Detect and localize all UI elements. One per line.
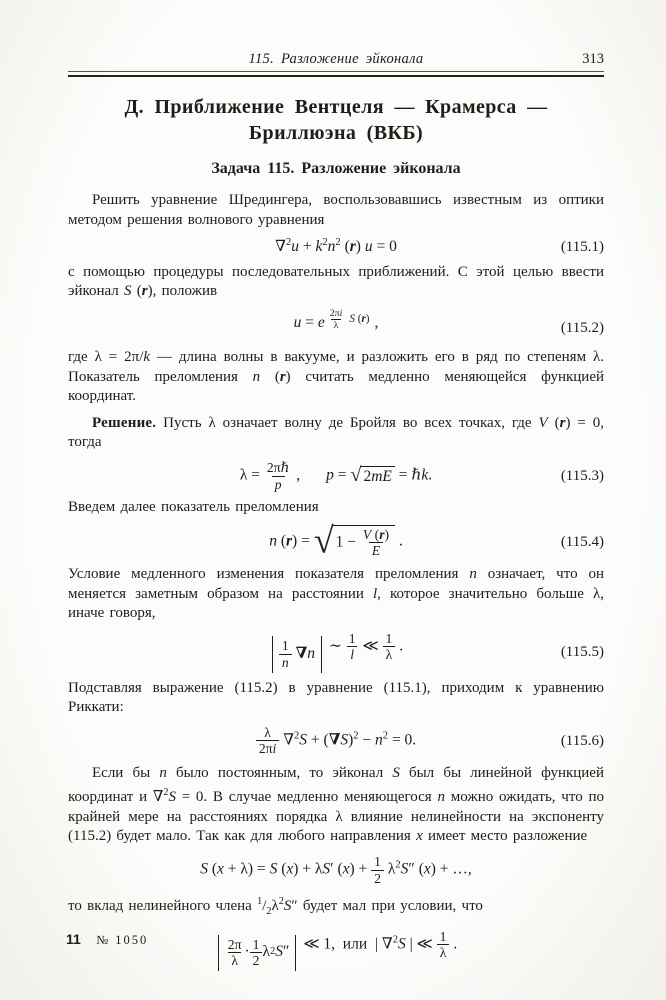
equation-formula: S (x + λ) = S (x) + λS′ (x) + $\frac{1}{2}$ $\lambda^2S''$ (x) + …,	[200, 853, 472, 886]
equation-115-6	[68, 725, 604, 757]
equation-formula: $\frac{2\pi}{\lambda}$ · $\frac{1}{2}$ λ 2 S ″ ≪ 1, или | ∇$^2$S | ≪ $\frac{1}{\lambda}$ .	[215, 929, 457, 971]
equation-formula: n (r) = √ 1 − $\frac{V (r)}{E}$ .	[269, 520, 403, 561]
equation-number: (115.1)	[560, 238, 604, 255]
print-order-number: № 1050	[96, 933, 149, 947]
chapter-title-line1: Д. Приближение Вентцеля — Крамерса —	[124, 96, 548, 118]
signature-mark: 11	[66, 931, 81, 947]
paragraph-problem-2: с помощью процедуры последовательных приближений. С этой целью ввести эйконал S (r), положив	[68, 263, 604, 300]
equation-115-5	[68, 631, 604, 673]
paragraph-problem-3: где λ = 2π/k — длина волны в вакууме, и разложить его в ряд по степеням λ. Показатель преломления n (r) считать медленно меняющейся функцией координат.	[68, 349, 604, 405]
header-rule	[68, 71, 604, 77]
equation-115-2	[68, 308, 604, 343]
equation-smallness-condition	[68, 929, 604, 971]
task-title: Задача 115. Разложение эйконала	[211, 160, 461, 177]
running-head: 115. Разложение эйконала	[248, 51, 424, 67]
paragraph-linearity: Если бы n было постоянным, то эйконал S был бы линейной функцией координат и ∇$^2$S = 0. В случае медленно меняющегося n можно ожидать, что по крайней мере на расстояниях порядка λ влияние нелинейности на экспоненту (115.2) будет мало. Так как для любого направления x имеет место разложение	[68, 764, 604, 845]
equation-number: (115.2)	[560, 320, 604, 337]
equation-taylor-expansion	[68, 854, 604, 886]
paragraph-refraction-index: Введем далее показатель преломления	[68, 499, 319, 516]
equation-number: (115.4)	[560, 533, 604, 550]
equation-formula: $\frac{\lambda}{2\pi i}$ $\nabla^2S + (\nabla S)^2 - n^2 = 0$.	[256, 725, 416, 757]
paragraph-nonlinear-term: то вклад нелинейного члена $^1/_2\lambda^2S''$ будет мал при условии, что	[68, 896, 483, 918]
paragraph-solution-intro: Решение. Пусть λ означает волну де Бройля во всех точках, где V (r) = 0, тогда	[68, 414, 604, 451]
page-footer	[66, 931, 148, 948]
paragraph-riccati: Подставляя выражение (115.2) в уравнение (115.1), приходим к уравнению Риккати:	[68, 679, 604, 716]
paragraph-slow-change: Условие медленного изменения показателя преломления n означает, что он меняется заметным образом на расстоянии l, которое значительно больше λ, иначе говоря,	[68, 566, 604, 622]
equation-number: (115.5)	[560, 643, 604, 660]
equation-formula: $\frac{1}{n}$ ∇ n ∼ $\frac{1}{l}$ ≪ $\frac{1}{\lambda}$ .	[269, 631, 403, 673]
equation-number: (115.3)	[560, 468, 604, 485]
equation-formula: u = e $\frac{2\pi i}{\lambda}$ S (r) ,	[293, 308, 379, 332]
equation-formula: λ = $\frac{\text{2πℏ}}{p}$ , p = √ 2mE = ℏk.	[239, 459, 433, 492]
page-number: 313	[582, 51, 604, 67]
paragraph-problem-1: Решить уравнение Шредингера, воспользовавшись известным из оптики методом решения волнового уравнения	[68, 192, 604, 228]
page-header	[68, 50, 604, 68]
equation-number: (115.6)	[560, 732, 604, 749]
chapter-title	[68, 94, 604, 146]
chapter-title-line2: Бриллюэна (ВКБ)	[248, 122, 424, 144]
equation-formula: $\nabla^2u + k^2n^2$ (r) u = 0	[275, 237, 397, 256]
equation-115-3	[68, 460, 604, 492]
equation-115-1	[68, 237, 604, 257]
equation-115-4	[68, 520, 604, 561]
